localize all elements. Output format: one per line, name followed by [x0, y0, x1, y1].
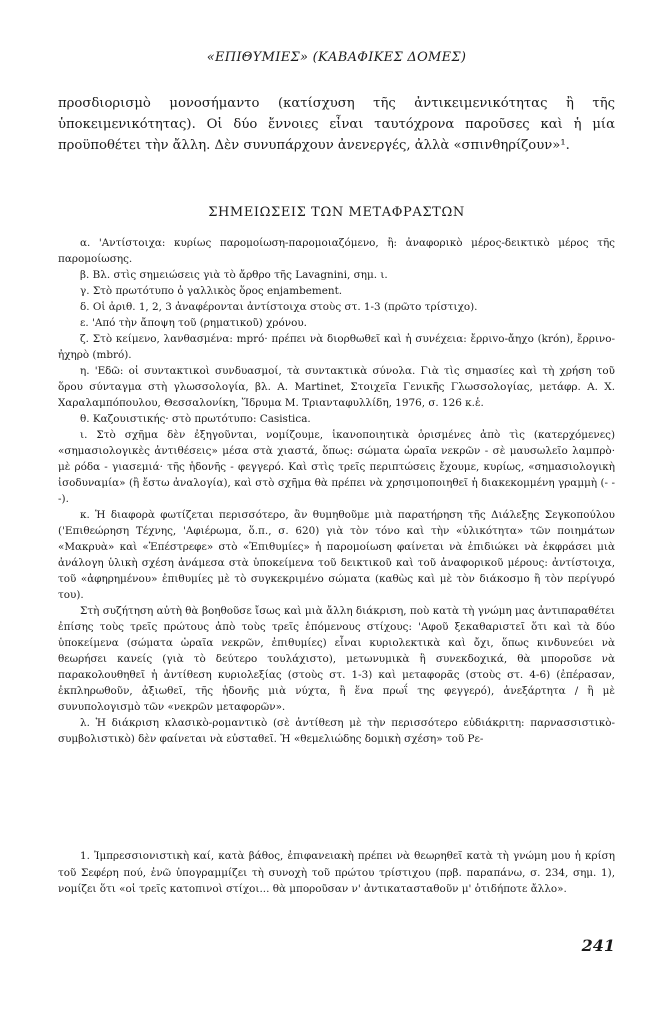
- note-kappa: κ. Ἡ διαφορὰ φωτίζεται περισσότερο, ἂν θυμηθοῦμε μιὰ παρατήρηση τῆς Διάλεξης Σεγκοπούλου ('Επιθεώρηση Τέχνης, 'Αφιέρωμα, ὅ.π., σ. 620) γιὰ τὸν τόνο καὶ τὴν «ὑλικότητα» τῶν ποιημάτων «Μακρυὰ» καὶ «Ἐπέστρεφε» στὸ «Ἐπιθυμίες» ἡ παρομοίωση φαίνεται νὰ ἐπιδιώκει νὰ ἐκφράσει μιὰ ἀνάλογη ὑλικὴ σχέση ἀνάμεσα στὰ ὑποκείμενα τοῦ δεικτικοῦ καὶ τοῦ ἀναφορικοῦ μέρους: ἀντίστοιχα, τοῦ «ἀφηρημένου» ἐπιθυμίες μὲ τὸ συγκεκριμένο σώματα (καθὼς καὶ μὲ τὸν διάκοσμο ἢ τὸν περίγυρό του).: [58, 509, 615, 601]
- note-delta: δ. Οἱ ἀριθ. 1, 2, 3 ἀναφέρονται ἀντίστοιχα στοὺς στ. 1-3 (πρῶτο τρίστιχο).: [80, 301, 478, 313]
- footnote-1: 1. Ἰμπρεσσιονιστικὴ καί, κατὰ βάθος, ἐπιφανειακὴ πρέπει νὰ θεωρηθεῖ κατὰ τὴ γνώμη μου ἡ κρίση τοῦ Σεφέρη πού, ἐνῶ ὑπογραμμίζει τὴ συνοχὴ τοῦ πρώτου τρίστιχου (πρβ. παραπάνω, σ. 234, σημ. 1), νομίζει ὅτι «οἱ τρεῖς κατοπινοὶ στίχοι... θὰ μποροῦσαν ν' ἀντικατασταθοῦν μ' ὁτιδήποτε ἄλλο».: [58, 850, 615, 895]
- note-lambda: λ. Ἡ διάκριση κλασικὸ-ρομαντικὸ (σὲ ἀντίθεση μὲ τὴν περισσότερο εὐδιάκριτη: παρνασσιστικὸ-συμβολιστικὸ) δὲν φαίνεται νὰ εὐσταθεῖ. Ἡ «θεμελιώδης δομικὴ σχέση» τοῦ Ρε-: [58, 717, 615, 745]
- note-kappa-continued: Στὴ συζήτηση αὐτὴ θὰ βοηθοῦσε ἴσως καὶ μιὰ ἄλλη διάκριση, ποὺ κατὰ τὴ γνώμη μας ἀντιπαραθέτει ἐπίσης τοὺς τρεῖς πρώτους ἀπὸ τοὺς τρεῖς ἑπόμενους στίχους: 'Αφοῦ ξεκαθαριστεῖ ὅτι καὶ τὰ δύο ὑποκείμενα (σώματα ὡραῖα νεκρῶν, ἐπιθυμίες) εἶναι κυριολεκτικὰ καὶ ὄχι, ὅπως κινδυνεύει νὰ θεωρήσει κανείς (γιὰ τὸ δεύτερο τουλάχιστο), μετωνυμικὰ ἢ συνεκδοχικά, θὰ μποροῦσε νὰ παρακολουθηθεῖ ἡ ἀντίθεση κυριολεξίας (στοὺς στ. 1-3) καὶ μεταφορᾶς (στοὺς στ. 4-6) (ἐπέρασαν, ἐκπληρωθοῦν, ἀξιωθεῖ, τῆς ἡδονῆς μιὰ νύχτα, ἢ ἕνα πρωΐ της φεγγερό), ἀνεξάρτητα / ἢ μὲ συνυπολογισμὸ τῶν «νεκρῶν μεταφορῶν».: [58, 605, 615, 713]
- running-head: «ΕΠΙΘΥΜΙΕΣ» (ΚΑΒΑΦΙΚΕΣ ΔΟΜΕΣ): [206, 50, 467, 65]
- note-gamma: γ. Στὸ πρωτότυπο ὁ γαλλικὸς ὅρος enjambement.: [80, 285, 343, 297]
- note-epsilon: ε. 'Από τὴν ἄποψη τοῦ (ρηματικοῦ) χρόνου.: [80, 317, 307, 329]
- section-title: ΣΗΜΕΙΩΣΕΙΣ ΤΩΝ ΜΕΤΑΦΡΑΣΤΩΝ: [208, 205, 465, 220]
- note-alpha: α. 'Αντίστοιχα: κυρίως παρομοίωση-παρομοιαζόμενο, ἢ: ἀναφορικὸ μέρος-δεικτικὸ μέρος τῆς παρομοίωσης.: [58, 237, 615, 265]
- page-number: 241: [581, 936, 615, 955]
- note-theta: θ. Καζουιστικής· στὸ πρωτότυπο: Casistica.: [80, 413, 311, 425]
- intro-paragraph: προσδιορισμὸ μονοσήμαντο (κατίσχυση τῆς ἀντικειμενικότητας ἢ τῆς ὑποκειμενικότητας). Οἱ δύο ἔννοιες εἶναι ταυτόχρονα παροῦσες καὶ ἡ μία προϋποθέτει τὴν ἄλλη. Δὲν συνυπάρχουν ἀνενεργές, ἀλλὰ «σπινθηρίζουν»¹.: [58, 96, 615, 153]
- note-iota: ι. Στὸ σχῆμα δὲν ἐξηγοῦνται, νομίζουμε, ἱκανοποιητικὰ ὁρισμένες ἀπὸ τὶς (κατερχόμενες) «σημασιολογικὲς ἀντιθέσεις» μέσα στὰ χιαστά, ὅπως: σώματα ὡραῖα νεκρῶν - σὲ μαυσωλεῖο λαμπρὸ· μὲ ρόδα - γιασεμιά· τῆς ἡδονῆς - φεγγερό. Καὶ στὶς τρεῖς περιπτώσεις ἔχουμε, κυρίως, «σημασιολογικὴ ἰσοδυναμία» (ἢ ἔστω ἀναλογία), καὶ στὸ σχῆμα θὰ πρέπει νὰ χρησιμοποιηθεῖ ἡ διακεκομμένη γραμμὴ (- - -).: [58, 429, 615, 505]
- note-beta: β. Βλ. στὶς σημειώσεις γιὰ τὸ ἄρθρο τῆς Lavagnini, σημ. ι.: [80, 269, 388, 281]
- translator-notes: [58, 235, 615, 747]
- note-zeta: ζ. Στὸ κείμενο, λανθασμένα: mpró· πρέπει νὰ διορθωθεῖ καὶ ἡ συνέχεια: ἔρριvo-ἄηχο (krón), ἔρρινο-ἠχηρὸ (mbró).: [58, 333, 615, 361]
- note-eta: η. 'Εδῶ: οἱ συντακτικοὶ συνδυασμοί, τὰ συντακτικὰ σύνολα. Γιὰ τὶς σημασίες καὶ τὴ χρήση τοῦ ὅρου σύνταγμα στὴ γλωσσολογία, βλ. Α. Martinet, Στοιχεῖα Γενικῆς Γλωσσολογίας, μετάφρ. Α. Χ. Χαραλαμπόπουλου, Θεσσαλονίκη, Ἵδρυμα Μ. Τριανταφυλλίδη, 1976, σ. 126 κ.ἑ.: [58, 365, 615, 409]
